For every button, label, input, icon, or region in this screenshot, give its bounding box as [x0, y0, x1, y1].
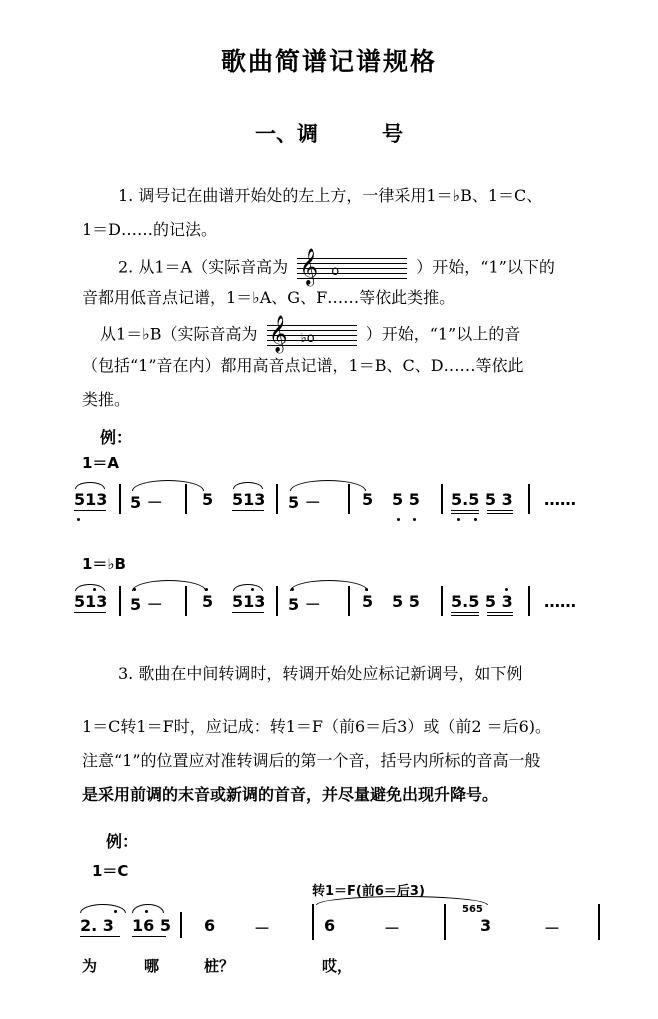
- note: 6: [324, 916, 336, 935]
- low-dot: [413, 518, 416, 521]
- rule2-line3: [100, 314, 521, 352]
- note-group: 513: [232, 592, 266, 611]
- rule2-line4: （包括“1”音在内）都用高音点记谱，1＝B、C、D……等依此: [82, 356, 524, 375]
- example2-key: 1＝C: [92, 862, 129, 880]
- treble-clef-icon: 𝄞: [299, 247, 319, 285]
- example1-label: 例：: [100, 428, 133, 447]
- rule2-line1-post: ）开始，“1”以下的: [416, 257, 555, 277]
- high-dot: [251, 588, 254, 591]
- underline: [232, 612, 264, 613]
- underline: [451, 513, 479, 514]
- rule2-line3-pre: 从1＝♭B（实际音高为: [100, 324, 258, 344]
- section-heading: [0, 118, 658, 148]
- high-dot: [365, 588, 368, 591]
- lyric: 哎，: [322, 957, 353, 975]
- note: 6: [204, 916, 216, 935]
- note-group: 16 5: [132, 916, 171, 935]
- flat-note-icon: ♭o: [300, 331, 315, 346]
- tie-arc: [290, 480, 366, 491]
- barline: [441, 484, 443, 514]
- underline: [132, 936, 166, 937]
- note-group: 5 －: [288, 595, 321, 614]
- tie-arc: [132, 580, 206, 591]
- note-group: 5 5: [392, 490, 420, 509]
- page-title: 歌曲简谱记谱规格: [220, 47, 437, 76]
- example2-label: 例：: [106, 832, 139, 851]
- underline: [451, 510, 479, 511]
- note-group: 5 －: [130, 595, 163, 614]
- note-group: 5.5 5 3: [451, 490, 513, 509]
- note-group: 5: [202, 490, 214, 509]
- dash: －: [544, 919, 561, 938]
- high-dot: [145, 910, 148, 913]
- note-group: 5: [202, 592, 214, 611]
- barline: [119, 484, 121, 514]
- dash: －: [254, 919, 271, 938]
- barline: [528, 586, 530, 616]
- section-number: 一、调: [255, 121, 318, 146]
- underline: [74, 510, 106, 511]
- staff-example-a: [297, 247, 407, 285]
- note-group: 5 5: [392, 592, 420, 611]
- rule3-line2: 1＝C转1＝F时，应记成：转1＝F（前6＝后3）或（前2 ＝后6)。: [82, 717, 552, 736]
- barline: [441, 586, 443, 616]
- high-dot: [133, 588, 136, 591]
- barline: [276, 586, 278, 616]
- section-word: 号: [382, 121, 403, 146]
- triplet-arc: [75, 482, 105, 489]
- note-group: 513: [74, 490, 108, 509]
- tie-arc: [132, 904, 164, 913]
- underline: [80, 936, 120, 937]
- barline: [276, 484, 278, 514]
- rule1-line1: 1. 调号记在曲谱开始处的左上方，一律采用1＝♭B、1＝C、: [118, 186, 543, 205]
- triplet-arc: [233, 482, 263, 489]
- note-group: 5.5 5 3: [451, 592, 513, 611]
- rule2-line3-post: ）开始，“1”以上的音: [365, 324, 521, 344]
- triplet-arc: [233, 584, 263, 591]
- underline: [232, 510, 264, 511]
- treble-clef-icon: 𝄞: [268, 314, 288, 352]
- barline: [180, 912, 182, 938]
- dash: －: [384, 919, 401, 938]
- example1-key-a: 1＝A: [82, 454, 120, 472]
- high-dot: [114, 910, 117, 913]
- example1-key-bb: 1＝♭B: [82, 555, 126, 573]
- underline: [487, 612, 513, 613]
- lyric: 哪: [144, 957, 160, 975]
- underline: [487, 513, 513, 514]
- tie-arc: [80, 904, 126, 913]
- note-icon: o: [331, 264, 340, 279]
- rule2-line2: 音都用低音点记谱，1＝♭A、G、F……等依此类推。: [82, 288, 456, 307]
- barline: [119, 586, 121, 616]
- barline: [598, 904, 600, 940]
- note-group: 2. 3: [80, 916, 114, 935]
- modulation-label: 转1＝F(前6＝后3): [312, 884, 425, 899]
- barline: [312, 904, 314, 940]
- low-dot: [77, 518, 80, 521]
- low-dot: [397, 518, 400, 521]
- barline: [528, 484, 530, 514]
- note-group: 513: [74, 592, 108, 611]
- high-dot: [205, 588, 208, 591]
- note-group: 513: [232, 490, 266, 509]
- rule2-line1: [118, 247, 555, 285]
- high-dot: [93, 588, 96, 591]
- rule3-line1: 3. 歌曲在中间转调时，转调开始处应标记新调号，如下例: [118, 664, 523, 683]
- underline: [487, 510, 513, 511]
- high-dot: [291, 588, 294, 591]
- note-group: 5: [362, 592, 374, 611]
- low-dot: [474, 518, 477, 521]
- continuation: ……: [544, 592, 576, 611]
- lyric: 桩？: [204, 957, 235, 975]
- underline: [451, 612, 479, 613]
- underline: [74, 612, 106, 613]
- tie-arc: [132, 480, 204, 491]
- lyric: 为: [82, 957, 98, 975]
- grace-notes: 565: [462, 904, 483, 915]
- barline: [444, 904, 446, 940]
- note-group: 5 －: [288, 493, 321, 512]
- rule2-line5: 类推。: [82, 390, 131, 409]
- note: 3: [480, 916, 492, 935]
- staff-example-bb: [267, 314, 357, 352]
- note-group: 5: [362, 490, 374, 509]
- continuation: ……: [544, 490, 576, 509]
- rule3-line3: 注意“1”的位置应对准转调后的第一个音，括号内所标的音高一般: [82, 751, 541, 770]
- rule1-line2: 1＝D……的记法。: [82, 220, 218, 239]
- triplet-arc: [75, 584, 105, 591]
- rule2-line1-pre: 2. 从1＝A（实际音高为: [118, 257, 289, 277]
- high-dot: [505, 588, 508, 591]
- note-group: 5 －: [130, 493, 163, 512]
- low-dot: [457, 518, 460, 521]
- underline: [487, 615, 513, 616]
- tie-arc: [290, 580, 368, 591]
- underline: [451, 615, 479, 616]
- rule3-line4: 是采用前调的末音或新调的首音，并尽量避免出现升降号。: [82, 785, 499, 804]
